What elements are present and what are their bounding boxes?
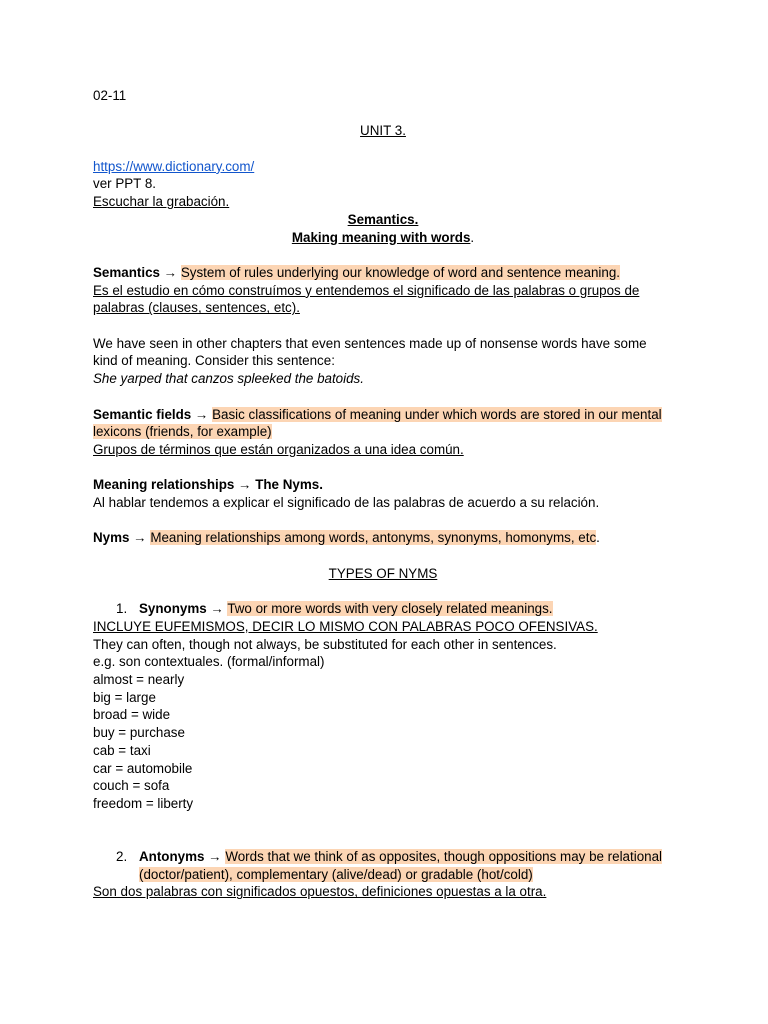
unit-title: [93, 122, 673, 140]
nyms-definition: [93, 529, 673, 547]
synonym-pair: buy = purchase: [93, 725, 185, 741]
date-line: 02-11: [93, 88, 127, 103]
synonyms-term: Synonyms: [139, 601, 207, 617]
ppt-line: ver PPT 8.: [93, 176, 157, 192]
recording-text: Escuchar la grabación.: [93, 194, 230, 210]
semantic-fields-definition: [93, 406, 673, 441]
synonym-pair: car = automobile: [93, 760, 193, 776]
synonym-pair: big = large: [93, 689, 156, 705]
list-number: 2.: [116, 849, 128, 865]
heading-semantics-text: Semantics.: [347, 211, 419, 227]
nyms-term: Nyms: [93, 530, 130, 546]
antonyms-list-item: [93, 848, 673, 883]
synonyms-definition-text: Two or more words with very closely related meanings.: [227, 601, 553, 617]
semantics-definition-text: System of rules underlying our knowledge of word and sentence meaning.: [180, 264, 621, 280]
nonsense-example: She yarped that canzos spleeked the batoids.: [93, 371, 364, 387]
synonyms-text-2: e.g. son contextuales. (formal/informal): [93, 654, 325, 670]
antonyms-definition-text: Words that we think of as opposites, though oppositions may be relational (doctor/patient), complementary (alive/dead) or gradable (hot/cold): [139, 849, 663, 882]
antonyms-note-text: Son dos palabras con significados opuestos, definiciones opuestas a la otra.: [93, 884, 547, 900]
synonyms-note-text: INCLUYE EUFEMISMOS, DECIR LO MISMO CON PALABRAS POCO OFENSIVAS.: [93, 618, 598, 634]
synonym-pair: couch = sofa: [93, 778, 170, 794]
meaning-relationships-term: Meaning relationships → The Nyms.: [93, 477, 323, 493]
semantics-note: [93, 282, 673, 317]
unit-title-text: UNIT 3.: [360, 123, 406, 139]
recording-line: [93, 193, 673, 211]
semantics-note-text: Es el estudio en cómo construímos y entendemos el significado de las palabras o grupos de palabras (clauses, sentences, etc).: [93, 282, 640, 316]
types-of-nyms-title: [93, 565, 673, 583]
document-page: [93, 87, 673, 901]
arrow: →: [206, 601, 228, 617]
nonsense-paragraph: We have seen in other chapters that even sentences made up of nonsense words have some kind of meaning. Consider this sentence:: [93, 335, 647, 369]
synonym-pair: freedom = liberty: [93, 795, 194, 811]
semantic-fields-term: Semantic fields: [93, 406, 192, 422]
dictionary-link-line: [93, 158, 673, 176]
dictionary-link[interactable]: https://www.dictionary.com/: [93, 158, 255, 174]
arrow: →: [204, 849, 226, 865]
arrow: →: [160, 264, 181, 280]
heading-period: .: [470, 229, 475, 245]
synonyms-text-1: They can often, though not always, be substituted for each other in sentences.: [93, 636, 557, 652]
synonym-pair: cab = taxi: [93, 742, 151, 758]
meaning-relationships-heading: [93, 476, 673, 494]
semantics-term: Semantics: [93, 264, 160, 280]
types-of-nyms-text: TYPES OF NYMS: [328, 565, 438, 581]
synonym-pair: broad = wide: [93, 707, 171, 723]
list-number: 1.: [116, 601, 128, 617]
synonyms-list-item: [93, 600, 673, 618]
synonyms-note: [93, 618, 673, 636]
semantic-fields-definition-text: Basic classifications of meaning under which words are stored in our mental lexicons (friends, for example): [93, 406, 662, 440]
heading-semantics: [93, 211, 673, 229]
semantic-fields-note-text: Grupos de términos que están organizados a una idea común.: [93, 441, 464, 457]
arrow: →: [191, 406, 213, 422]
arrow: →: [129, 530, 151, 546]
antonyms-term: Antonyms: [139, 849, 205, 865]
heading-making-meaning: [93, 229, 673, 247]
synonym-pair: almost = nearly: [93, 672, 185, 688]
heading-making-meaning-text: Making meaning with words: [291, 229, 471, 245]
semantics-definition: [93, 264, 673, 282]
nyms-definition-text: Meaning relationships among words, antonyms, synonyms, homonyms, etc: [150, 530, 597, 546]
antonyms-note: [93, 883, 673, 901]
semantic-fields-note: [93, 441, 673, 459]
nyms-period: .: [596, 530, 600, 546]
meaning-relationships-note: Al hablar tendemos a explicar el significado de las palabras de acuerdo a su relación.: [93, 495, 600, 511]
